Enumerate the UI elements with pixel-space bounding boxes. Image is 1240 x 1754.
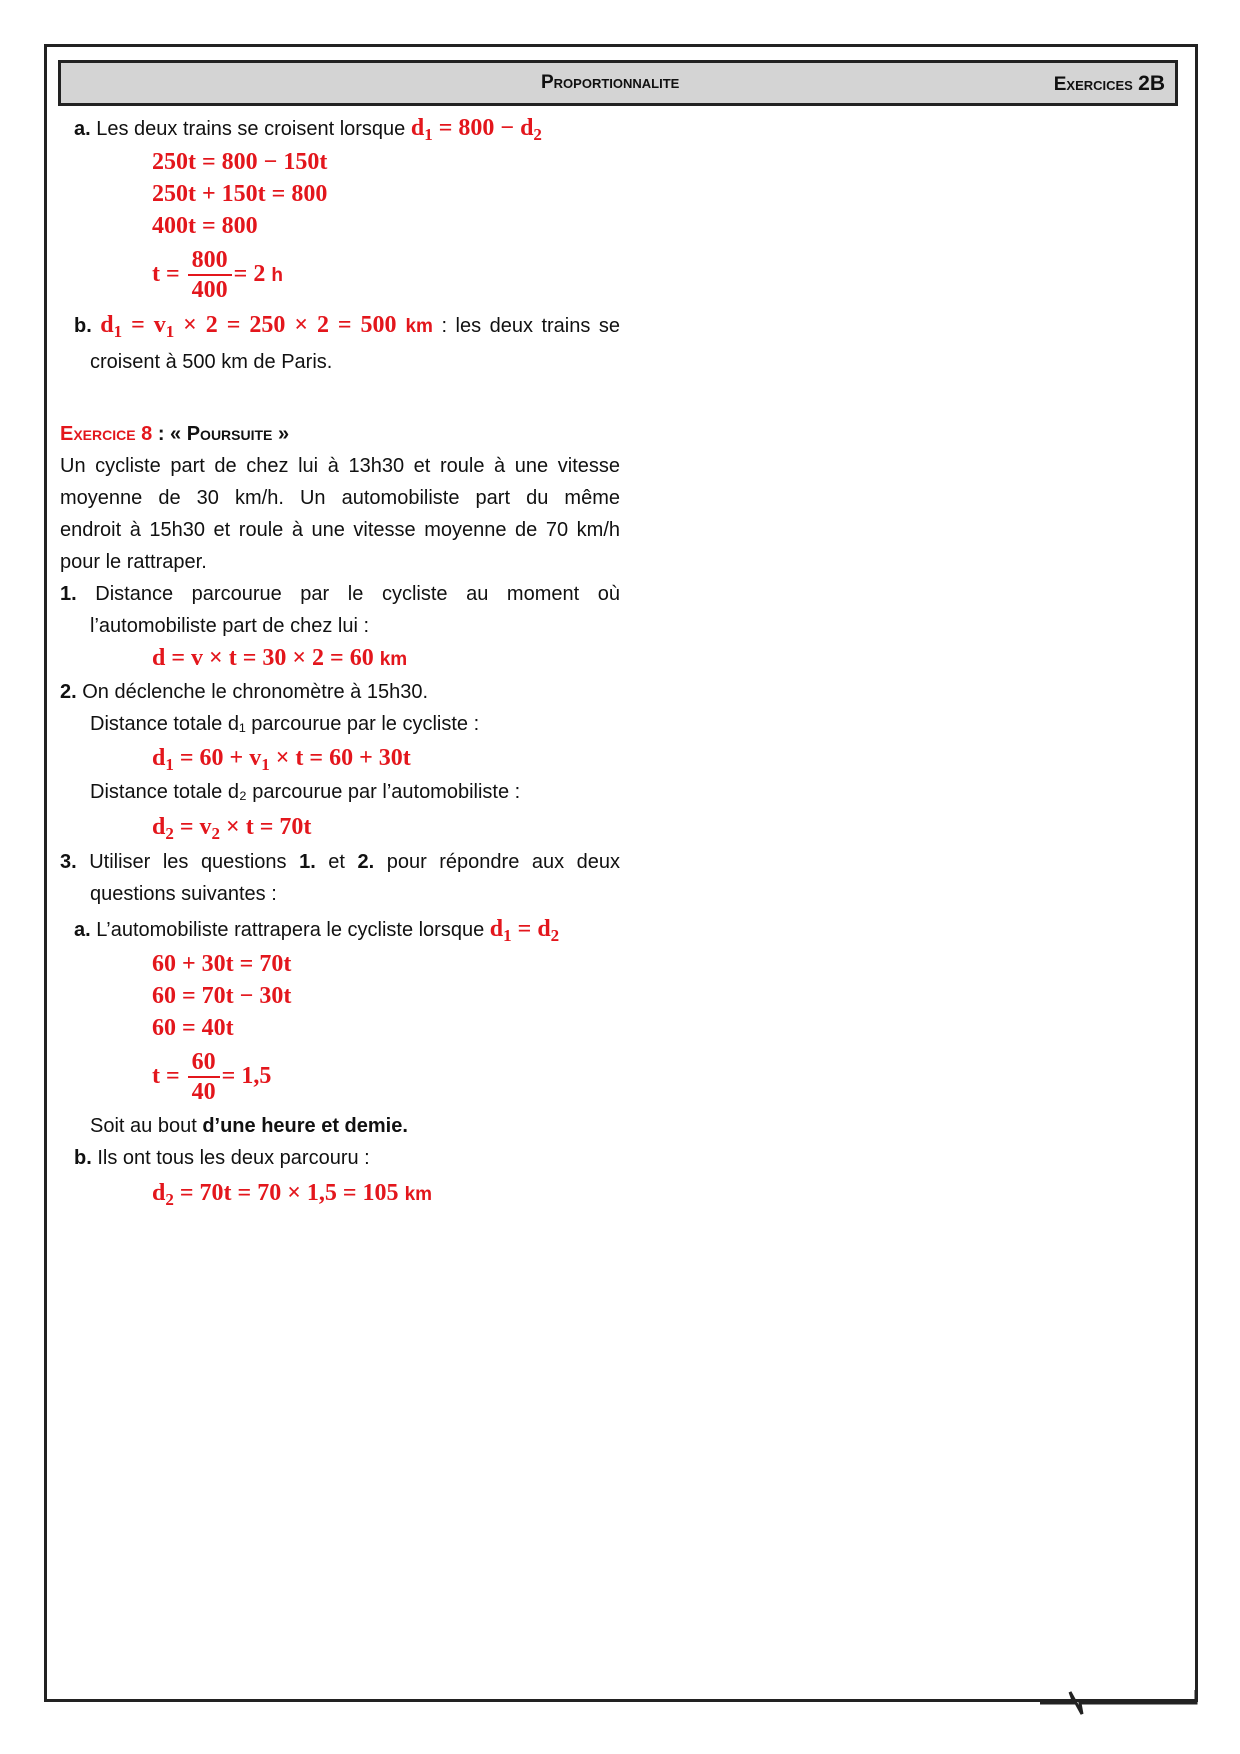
question-2-d2-text: Distance totale d₂ parcourue par l’automobiliste : bbox=[90, 781, 521, 803]
part-a-line: 250t + 150t = 800 bbox=[152, 181, 328, 207]
page-corner-mark bbox=[1040, 1690, 1200, 1730]
exercise-title: Exercice 8 bbox=[60, 423, 153, 445]
part-b-equation: $d_1 = v_1 \times 2 = 250 \times 2 = 500$ km bbox=[100, 312, 433, 341]
part-a-label: a. bbox=[74, 118, 91, 140]
part-b-statement bbox=[60, 306, 620, 344]
part-a-statement bbox=[60, 112, 620, 146]
question-3a-fraction: t = $\frac{60}{40}$ = 1,5 bbox=[152, 1049, 272, 1106]
question-2-d1-equation: $d_1 = 60 + v_1 \times t = 60 + 30t$ bbox=[152, 745, 411, 774]
question-3a-line: 60 = 40t bbox=[152, 1015, 234, 1041]
question-2: 2. On déclenche le chronomètre à 15h30. bbox=[60, 681, 429, 703]
part-b-label: b. bbox=[74, 315, 92, 337]
page-content bbox=[60, 112, 620, 1212]
question-2-d1-text: Distance totale d₁ parcourue par le cycliste : bbox=[90, 713, 480, 735]
part-a-fraction: t = $\frac{800}{400}$ = 2 h bbox=[152, 247, 283, 304]
question-3a-statement: a. L’automobiliste rattrapera le cycliste lorsque $d_1 = d_2$ bbox=[74, 916, 560, 945]
exercise-heading bbox=[60, 418, 620, 450]
question-3b-statement: b. Ils ont tous les deux parcouru : bbox=[74, 1147, 370, 1169]
header-title: Proportionnalite bbox=[541, 72, 680, 93]
question-1: 1. Distance parcourue par le cycliste au moment où bbox=[60, 583, 620, 605]
part-a-text: Les deux trains se croisent lorsque bbox=[90, 118, 411, 140]
part-a-line: 250t = 800 − 150t bbox=[152, 149, 328, 175]
page-header bbox=[58, 60, 1178, 106]
part-a-line: 400t = 800 bbox=[152, 213, 258, 239]
question-3a-conclusion: Soit au bout d’une heure et demie. bbox=[90, 1115, 408, 1137]
exercise-intro-line: endroit à 15h30 et roule à une vitesse moyenne de 70 km/h bbox=[60, 519, 620, 541]
question-3a-line: 60 + 30t = 70t bbox=[152, 951, 292, 977]
exercise-intro-line: pour le rattraper. bbox=[60, 551, 207, 573]
exercise-intro-line: moyenne de 30 km/h. Un automobiliste part du même bbox=[60, 487, 620, 509]
header-code-label: Exercices bbox=[1053, 74, 1133, 95]
question-2-d2-equation: $d_2 = v_2 \times t = 70t$ bbox=[152, 814, 312, 843]
question-3-continued: questions suivantes : bbox=[90, 883, 277, 905]
header-code bbox=[1054, 72, 1165, 96]
header-code-number: 2B bbox=[1138, 72, 1165, 95]
exercise-intro-line: Un cycliste part de chez lui à 13h30 et roule à une vitesse bbox=[60, 455, 620, 477]
part-a-equation: $d_1 = 800 - d_2$ bbox=[410, 115, 542, 144]
question-3b-equation: $d_2 = 70t = 70 \times 1,5 = 105$ km bbox=[152, 1180, 433, 1209]
question-1-equation: d = v × t = 30 × 2 = 60 km bbox=[152, 645, 408, 671]
question-3: 3. Utiliser les questions 1. et 2. pour répondre aux deux bbox=[60, 851, 620, 873]
part-b-text-continued: croisent à 500 km de Paris. bbox=[90, 351, 333, 373]
question-3a-line: 60 = 70t − 30t bbox=[152, 983, 292, 1009]
question-1-continued: l’automobiliste part de chez lui : bbox=[90, 615, 370, 637]
part-b-text: : les deux trains se bbox=[432, 315, 621, 337]
exercise-subtitle: : « Poursuite » bbox=[152, 423, 290, 445]
